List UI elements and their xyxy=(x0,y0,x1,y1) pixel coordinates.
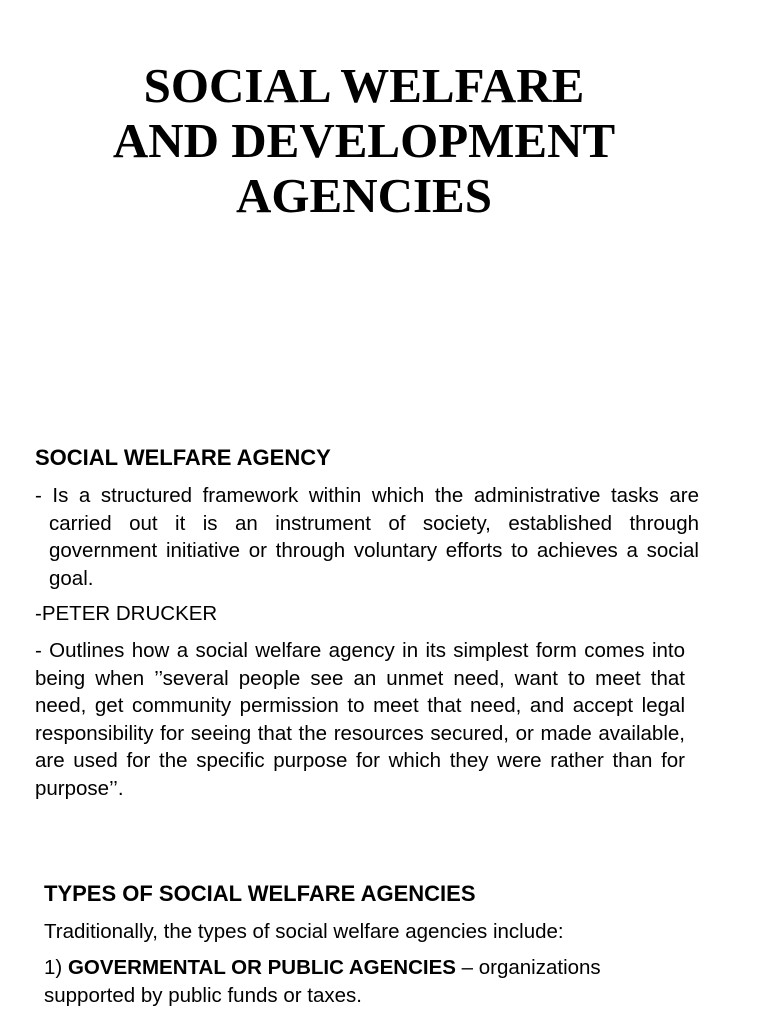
author-line: -PETER DRUCKER xyxy=(35,602,218,625)
title-line-2: AND DEVELOPMENT xyxy=(112,113,616,168)
list-item-number: 1) xyxy=(44,956,63,979)
list-item-name: GOVERMENTAL OR PUBLIC AGENCIES xyxy=(67,956,456,979)
types-intro: Traditionally, the types of social welfare agencies include: xyxy=(44,920,564,943)
document-title xyxy=(0,58,728,223)
section-heading-types: TYPES OF SOCIAL WELFARE AGENCIES xyxy=(44,881,476,906)
quote-paragraph: - Outlines how a social welfare agency in its simplest form comes into being when ’’several people see an unmet need, want to meet that need, get community permission to meet that need, and accept legal responsibility for seeing that the resources secured, or made available, are used for the specific purpose for which they were rather than for purpose’’. xyxy=(35,639,685,800)
section-heading-social-welfare-agency: SOCIAL WELFARE AGENCY xyxy=(35,445,331,470)
title-line-3: AGENCIES xyxy=(236,168,492,223)
definition-paragraph: - Is a structured framework within which the administrative tasks are carried out it is an instrument of society, established through government initiative or through voluntary efforts to achieves a social goal. xyxy=(35,484,699,590)
list-item-description: – organizations supported by public funds or taxes. xyxy=(44,956,601,1007)
list-item xyxy=(44,954,684,1010)
title-line-1: SOCIAL WELFARE xyxy=(143,58,585,113)
